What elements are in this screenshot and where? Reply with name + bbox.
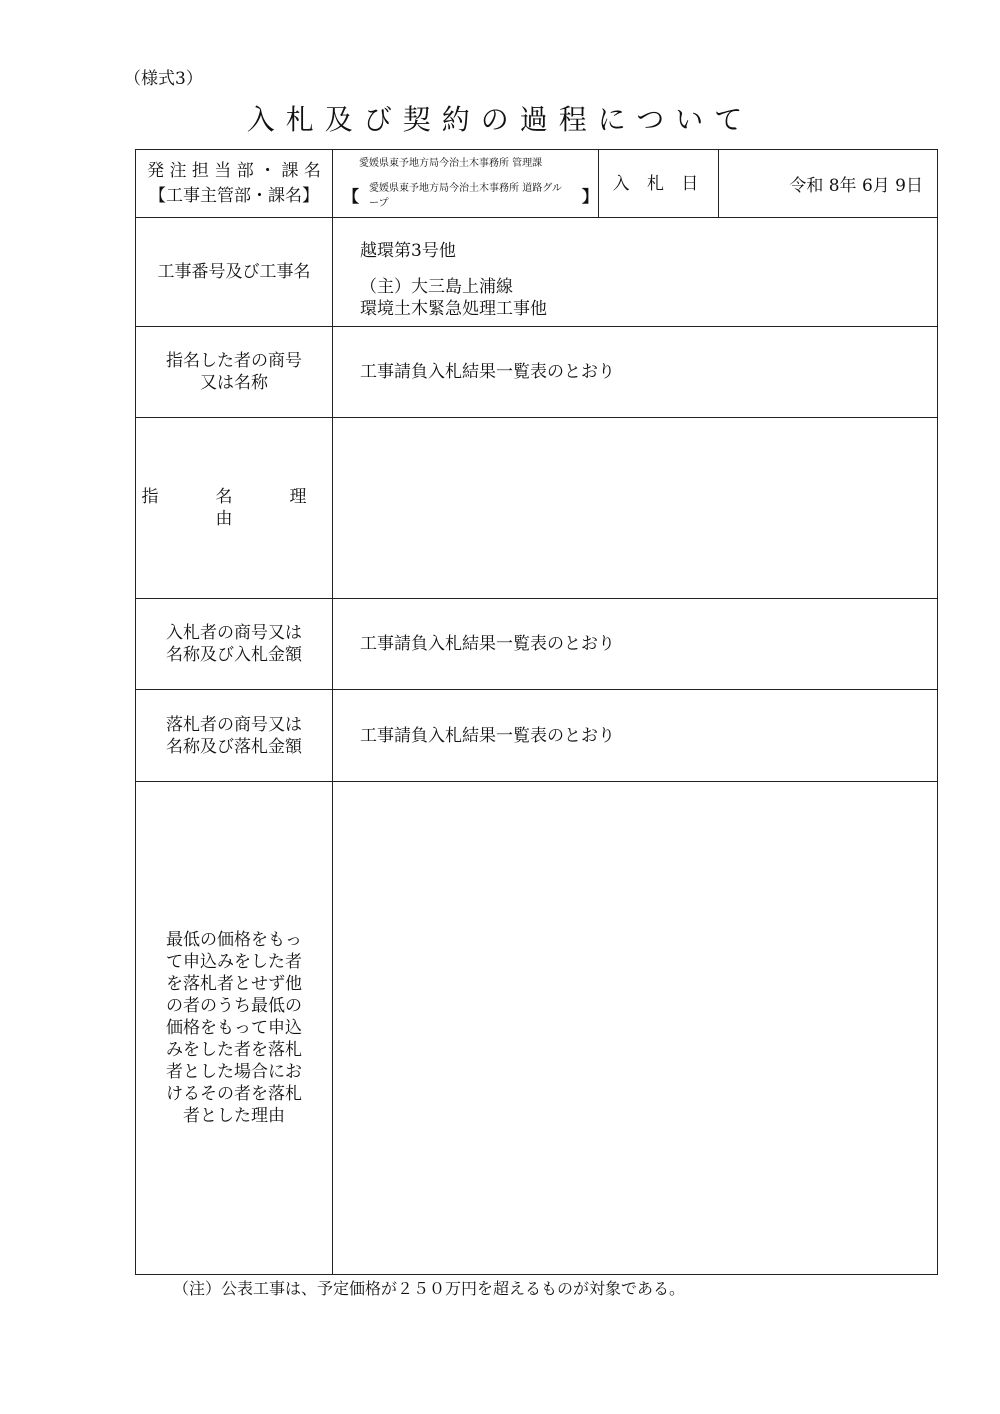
designated-label-line1: 指名した者の商号 [166, 351, 302, 371]
winner-label-cell [136, 690, 333, 782]
department-label-cell [136, 150, 333, 218]
form-number: （様式3） [124, 69, 203, 89]
exception-reason-line: 者とした理由 [183, 1106, 285, 1126]
open-bracket: 【 [343, 186, 360, 206]
exception-reason-value [333, 782, 938, 1275]
row-designation-reason [136, 418, 938, 599]
exception-reason-label [136, 782, 333, 1275]
bidders-label-line1: 入札者の商号又は [166, 623, 302, 643]
row-winner [136, 690, 938, 782]
department-label-line2: 【工事主管部・課名】 [149, 186, 319, 206]
designation-reason-label: 指 名 理 由 [136, 418, 333, 599]
bidders-label-line2: 名称及び入札金額 [166, 645, 302, 665]
work-value-cell [333, 218, 938, 327]
exception-reason-line: 価格をもって申込 [166, 1018, 302, 1038]
procurement-table [135, 149, 938, 1275]
department-value-line2 [343, 181, 598, 211]
bidders-value: 工事請負入札結果一覧表のとおり [333, 599, 938, 690]
designated-value: 工事請負入札結果一覧表のとおり [333, 327, 938, 418]
department-label-line1: 発 注 担 当 部 ・ 課 名 [147, 161, 321, 181]
exception-reason-line: けるその者を落札 [166, 1084, 302, 1104]
winner-label-line1: 落札者の商号又は [166, 714, 302, 735]
work-number: 越環第3号他 [360, 241, 456, 261]
winner-value: 工事請負入札結果一覧表のとおり [333, 690, 938, 782]
managing-department-name: 愛媛県東予地方局今治土木事務所 道路グループ [369, 183, 562, 209]
close-bracket: 】 [581, 186, 598, 206]
bid-date-value: 令和 8年 6月 9日 [719, 150, 938, 218]
work-name-line2: 環境土木緊急処理工事他 [360, 299, 547, 319]
designation-reason-value [333, 418, 938, 599]
document-title: 入札及び契約の過程について [246, 103, 754, 136]
exception-reason-line: 者とした場合にお [166, 1062, 302, 1082]
designated-label-cell [136, 327, 333, 418]
designated-label-line2: 又は名称 [200, 373, 268, 393]
exception-reason-line: を落札者とせず他 [166, 974, 302, 994]
winner-label-line2: 名称及び落札金額 [166, 736, 302, 757]
footnote: （注）公表工事は、予定価格が２５０万円を超えるものが対象である。 [173, 1279, 686, 1298]
row-bidders [136, 599, 938, 690]
exception-reason-line: の者のうち最低の [166, 996, 302, 1016]
department-value-line1: 愛媛県東予地方局今治土木事務所 管理課 [359, 158, 543, 169]
row-department [136, 150, 938, 218]
exception-reason-line: 最低の価格をもっ [166, 930, 302, 950]
exception-reason-line: て申込みをした者 [166, 952, 302, 972]
bidders-label-cell [136, 599, 333, 690]
work-label: 工事番号及び工事名 [136, 218, 333, 327]
department-value-cell [333, 150, 599, 218]
bid-date-label: 入 札 日 [599, 150, 719, 218]
row-exception-reason [136, 782, 938, 1275]
exception-reason-line: みをした者を落札 [166, 1040, 302, 1060]
row-designated [136, 327, 938, 418]
work-name-line1: （主）大三島上浦線 [360, 277, 513, 297]
row-work [136, 218, 938, 327]
